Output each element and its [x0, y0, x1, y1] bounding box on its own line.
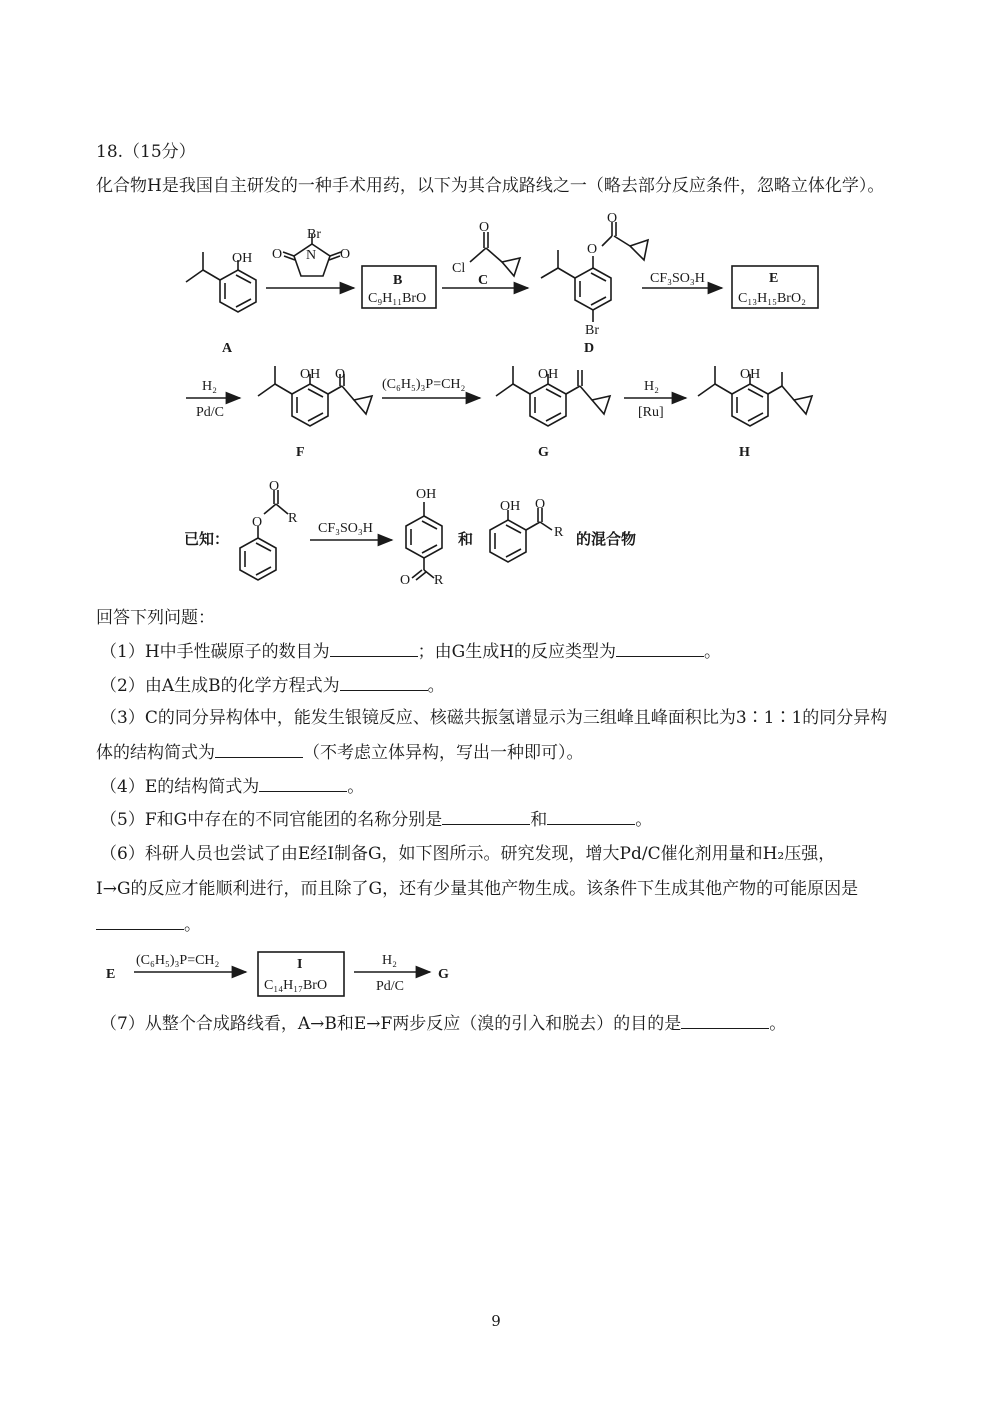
q6-compound-g-label: G: [438, 967, 449, 982]
q5-text-a: （5）F和G中存在的不同官能团的名称分别是: [100, 810, 443, 830]
known-o-carbonyl-label: O: [269, 479, 280, 494]
question-6-line-3: [96, 913, 201, 936]
question-intro: 化合物H是我国自主研发的一种手术用药，以下为其合成路线之一（略去部分反应条件，忽略立体化学）。: [96, 176, 885, 196]
c-o-label: O: [479, 220, 490, 235]
question-5: [100, 808, 652, 831]
q3-text-b: 体的结构简式为: [96, 743, 215, 763]
known-o-ester-label: O: [252, 515, 263, 530]
q6-answer-blank[interactable]: [96, 913, 184, 930]
known-para-r-label: R: [434, 573, 444, 588]
known-prefix: 已知：: [184, 530, 230, 548]
known-ester-structure: [240, 490, 288, 580]
q4-end: 。: [347, 777, 365, 797]
q5-end: 。: [635, 810, 653, 830]
q2-answer-blank[interactable]: [340, 674, 428, 691]
reagent-c-label: C: [478, 273, 489, 288]
nbs-n-label: N: [306, 248, 317, 263]
q1-answer-blank-1[interactable]: [330, 640, 418, 657]
q4-answer-blank[interactable]: [259, 775, 347, 792]
compound-d-label: D: [584, 341, 595, 356]
question-7: [100, 1012, 786, 1035]
question-1: [100, 640, 721, 663]
f-oh-label: OH: [300, 367, 321, 382]
page-number: 9: [491, 1312, 501, 1330]
catalyst-ru-label: [Ru]: [638, 405, 664, 420]
question-3-line-2: [96, 741, 584, 764]
q5-answer-blank-1[interactable]: [442, 808, 530, 825]
q7-end: 。: [769, 1014, 787, 1034]
question-number: 18.（15分）: [96, 142, 196, 162]
known-ortho-oh-label: OH: [500, 499, 521, 514]
q1-end: 。: [704, 642, 722, 662]
q7-answer-blank[interactable]: [681, 1012, 769, 1029]
a-oh-label: OH: [232, 251, 253, 266]
question-6-line-1: （6）科研人员也尝试了由E经I制备G，如下图所示。研究发现，增大Pd/C催化剂用量和H₂压强，: [100, 844, 836, 864]
known-ortho-r-label: R: [554, 525, 564, 540]
known-suffix: 的混合物: [576, 530, 637, 548]
q6-pdc-label: Pd/C: [376, 979, 405, 994]
q6-compound-e-label: E: [106, 967, 116, 982]
nbs-o-right-label: O: [340, 247, 351, 262]
known-ortho-product-structure: [490, 508, 552, 562]
catalyst-pdc-label: Pd/C: [196, 405, 225, 420]
known-para-oh-label: OH: [416, 487, 437, 502]
compound-b-label: B: [393, 273, 403, 288]
question-3-line-1: （3）C的同分异构体中，能发生银镜反应、核磁共振氢谱显示为三组峰且峰面积比为3∶1∶1的同分异构: [100, 708, 888, 728]
compound-a-label: A: [222, 341, 233, 356]
f-o-label: O: [335, 367, 346, 382]
reagent-wittig-label: (C₆H₅)₃P=CH₂: [382, 377, 466, 392]
q5-answer-blank-2[interactable]: [547, 808, 635, 825]
q1-text-a: （1）H中手性碳原子的数目为: [100, 642, 330, 662]
compound-d-structure: [541, 222, 648, 322]
d-o-ester-label: O: [587, 242, 598, 257]
q6-compound-i-formula: C₁₄H₁₇BrO: [264, 978, 328, 993]
d-o-carbonyl-label: O: [607, 211, 618, 226]
compound-g-label: G: [538, 445, 549, 460]
q2-end: 。: [427, 676, 445, 696]
d-br-label: Br: [585, 323, 599, 338]
known-reagent-label: CF₃SO₃H: [318, 521, 373, 536]
g-oh-label: OH: [538, 367, 559, 382]
q7-text-a: （7）从整个合成路线看，A→B和E→F两步反应（溴的引入和脱去）的目的是: [100, 1014, 682, 1034]
question-2: [100, 674, 445, 697]
q1-text-b: ；由G生成H的反应类型为: [417, 642, 617, 662]
q6-end: 。: [184, 915, 201, 935]
reagent-h2-ru-label: H₂: [644, 379, 659, 394]
known-para-product-structure: [406, 502, 442, 580]
compound-e-label: E: [769, 271, 779, 286]
nbs-br-label: Br: [307, 227, 321, 242]
q6-h2-label: H₂: [382, 953, 397, 968]
q3-answer-blank[interactable]: [215, 741, 303, 758]
compound-e-formula: C₁₃H₁₅BrO₂: [738, 291, 806, 306]
q6-wittig-label: (C₆H₅)₃P=CH₂: [136, 953, 220, 968]
q6-compound-i-label: I: [297, 957, 303, 972]
c-cl-label: Cl: [452, 261, 466, 276]
answer-header: 回答下列问题：: [96, 608, 215, 628]
h-oh-label: OH: [740, 367, 761, 382]
question-6-line-2: I→G的反应才能顺利进行，而且除了G，还有少量其他产物生成。该条件下生成其他产物的可能原因是: [96, 879, 859, 899]
compound-f-label: F: [296, 445, 305, 460]
known-and: 和: [458, 530, 474, 548]
nbs-o-left-label: O: [272, 247, 283, 262]
known-ortho-o-label: O: [535, 497, 546, 512]
q2-text-a: （2）由A生成B的化学方程式为: [100, 676, 340, 696]
reagent-cf3so3h-label: CF₃SO₃H: [650, 271, 705, 286]
q3-text-c: （不考虑立体异构，写出一种即可）。: [303, 743, 584, 763]
compound-b-formula: C₉H₁₁BrO: [368, 291, 427, 306]
known-r-label: R: [288, 511, 298, 526]
compound-h-label: H: [739, 445, 750, 460]
q4-text-a: （4）E的结构简式为: [100, 777, 260, 797]
known-para-o-label: O: [400, 573, 411, 588]
q1-answer-blank-2[interactable]: [616, 640, 704, 657]
reagent-h2-label: H₂: [202, 379, 217, 394]
q5-text-b: 和: [530, 810, 548, 830]
reagent-c-structure: [470, 232, 520, 276]
question-4: [100, 775, 364, 798]
